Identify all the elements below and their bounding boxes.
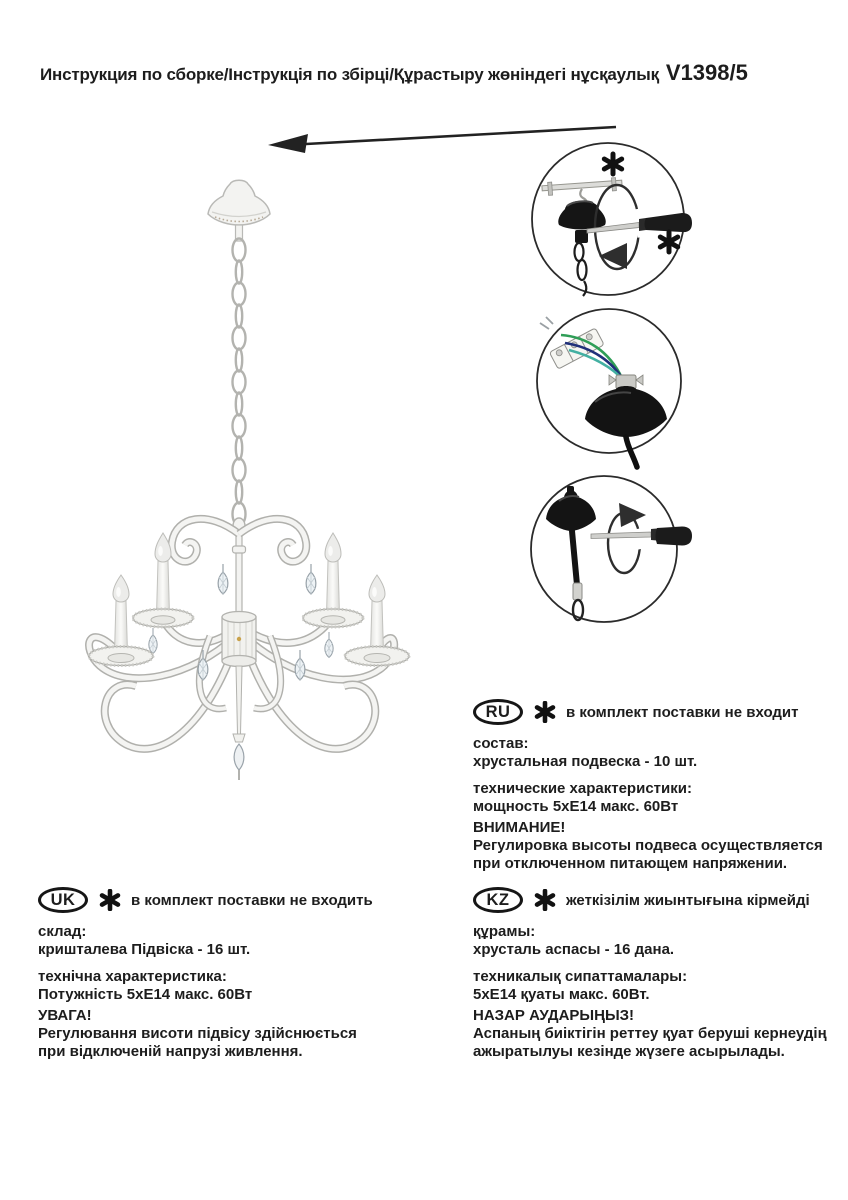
terminal-block — [549, 328, 604, 369]
warning-line: Регулировка высоты подвеса осуществляется — [473, 837, 823, 854]
title-text: Инструкция по сборке/Інструкція по збірці/Құрастыру жөніндегі нұсқаулық — [40, 65, 659, 84]
composition-value: хрустальная подвеска - 10 шт. — [473, 753, 698, 770]
warning-label: ВНИМАНИЕ! — [473, 819, 566, 836]
lang-badge-ru: RU — [473, 699, 523, 725]
asterisk-icon — [604, 154, 621, 174]
lang-badge-uk: UK — [38, 887, 88, 913]
not-included-note: жеткізілім жиынтығына кірмейді — [566, 891, 810, 909]
warning-line: Аспаның биіктігін реттеу қуат беруші кернеудің — [473, 1025, 827, 1042]
chain-link — [575, 243, 584, 261]
warning-line: при отключенном питающем напряжении. — [473, 855, 788, 872]
rod — [572, 531, 577, 585]
canopy-black — [546, 486, 596, 531]
composition-label: склад: — [38, 923, 87, 940]
asterisk-icon — [660, 232, 677, 252]
section-kz — [473, 886, 843, 1061]
central-hub — [222, 612, 256, 781]
asterisk-icon — [534, 889, 556, 911]
specs-label: технічна характеристика: — [38, 968, 227, 985]
specs-value: мощность 5хЕ14 макс. 60Вт — [473, 798, 679, 815]
asterisk-icon — [99, 889, 121, 911]
specs-value: Потужність 5хЕ14 макс. 60Вт — [38, 986, 253, 1003]
composition-label: құрамы: — [473, 923, 536, 940]
section-ru — [473, 698, 833, 873]
step-adjust-figure — [531, 476, 692, 622]
composition-value: кришталева Підвіска - 16 шт. — [38, 941, 251, 958]
chain-link — [578, 260, 587, 280]
composition-label: состав: — [473, 735, 529, 752]
chain-hook — [583, 281, 586, 296]
warning-line: Регулювання висоти підвісу здійснюється — [38, 1025, 357, 1042]
lang-header-ru — [473, 698, 833, 726]
lang-badge-kz: KZ — [473, 887, 523, 913]
asterisk-icon — [534, 701, 556, 723]
section-uk — [38, 886, 448, 1061]
step-wiring-figure — [537, 309, 681, 467]
page-title — [40, 60, 835, 86]
not-included-note: в комплект поставки не входит — [566, 703, 799, 721]
ceiling-canopy — [208, 180, 270, 225]
chandelier-figure — [40, 166, 460, 806]
warning-label: УВАГА! — [38, 1007, 92, 1024]
not-included-note: в комплект поставки не входить — [131, 891, 373, 909]
specs-label: технические характеристики: — [473, 780, 692, 797]
power-cable — [626, 437, 637, 467]
installation-steps-figure — [515, 135, 715, 635]
composition-value: хрусталь аспасы - 16 дана. — [473, 941, 675, 958]
lang-header-uk — [38, 886, 448, 914]
specs-label: техникалық сипаттамалары: — [473, 968, 688, 985]
lang-header-kz — [473, 886, 843, 914]
warning-line: ажыратылуы кезінде жүзеге асырылады. — [473, 1043, 785, 1060]
specs-value: 5хЕ14 қуаты макс. 60Вт. — [473, 986, 650, 1003]
wire-ends — [540, 317, 553, 329]
warning-line: при відключеній напрузі живлення. — [38, 1043, 303, 1060]
chandelier-body — [89, 518, 409, 780]
model-number: V1398/5 — [665, 60, 748, 85]
connector-sleeve — [573, 583, 582, 600]
warning-label: НАЗАР АУДАРЫҢЫЗ! — [473, 1007, 635, 1024]
canopy-black — [585, 386, 667, 437]
step-bracket-figure — [532, 143, 692, 296]
hanging-chain — [233, 225, 246, 526]
